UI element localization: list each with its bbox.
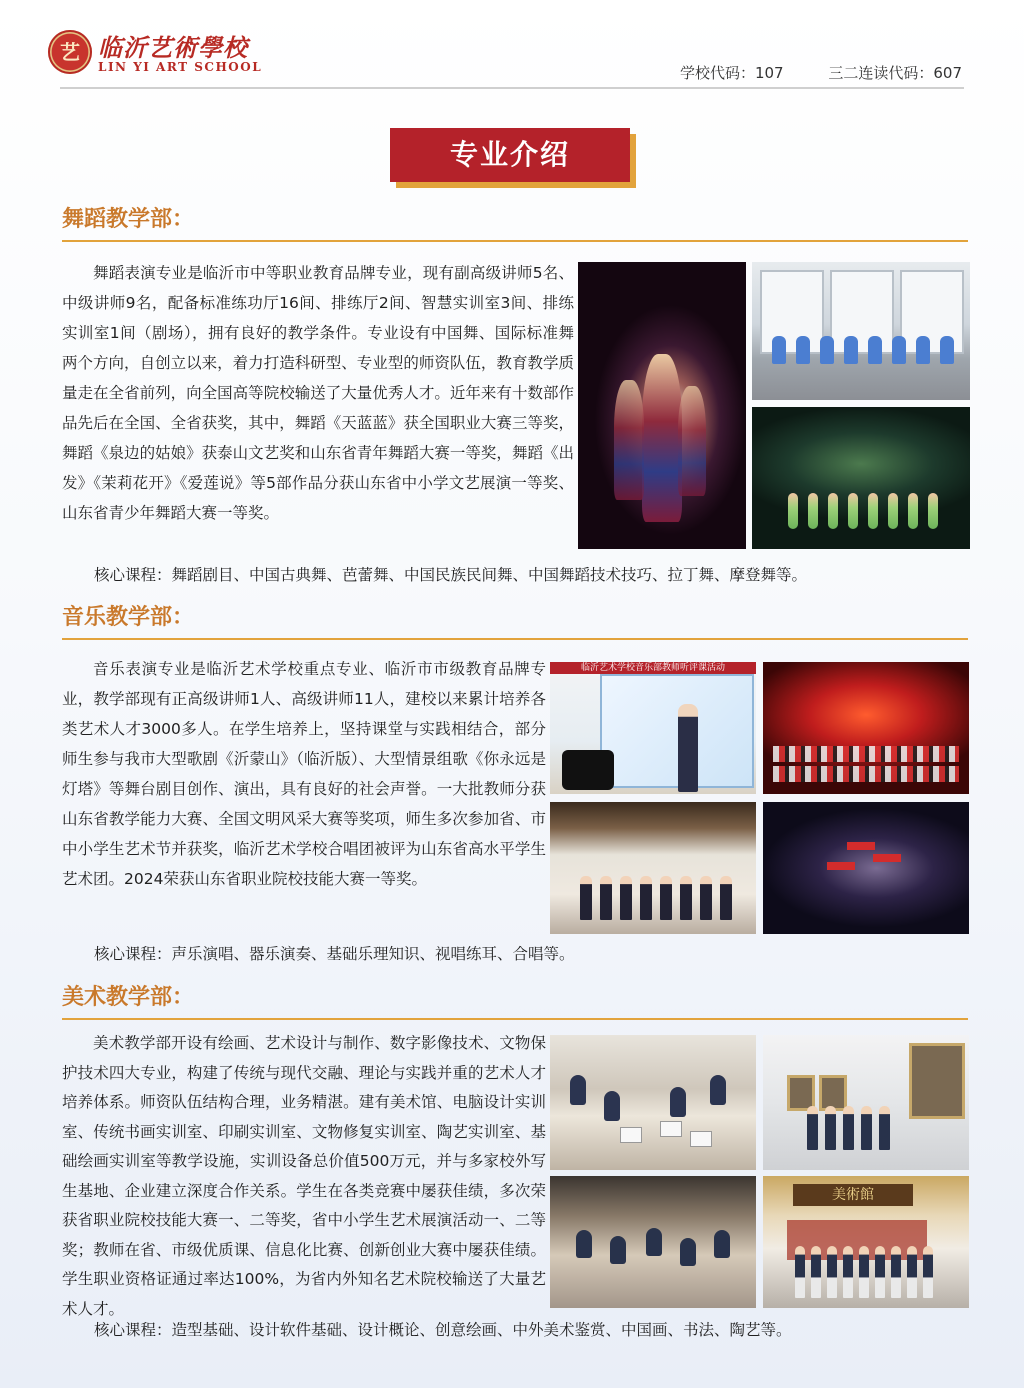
page-title: 专业介绍: [390, 128, 630, 182]
art-gallery-photo: [763, 1035, 969, 1170]
music-section-title: 音乐教学部：: [62, 604, 195, 630]
page-header: [0, 0, 1024, 92]
music-core-courses: 核心课程：声乐演唱、器乐演奏、基础乐理知识、视唱练耳、合唱等。: [94, 945, 575, 963]
dance-section-body: 舞蹈表演专业是临沂市中等职业教育品牌专业，现有副高级讲师5名、中级讲师9名，配备标准练功厅16间、排练厅2间、智慧实训室3间、排练实训室1间（剧场），拥有良好的教学条件。专业设有中国舞、国际标准舞两个方向，自创立以来，着力打造科研型、专业型的师资队伍，教育教学质量走在全省前列，向全国高等院校输送了大量优秀人才。近年来有十数部作品先后在全国、全省获奖，其中，舞蹈《天蓝蓝》获全国职业大赛三等奖，舞蹈《泉边的姑娘》获泰山文艺奖和山东省青年舞蹈大赛一等奖，舞蹈《出发》《茉莉花开》《爱莲说》等5部作品分获山东省中小学文艺展演一等奖、山东省青少年舞蹈大赛一等奖。: [62, 264, 574, 522]
music-drama-stage-photo: [763, 802, 969, 934]
school-codes: [640, 62, 962, 83]
page-title-banner: [390, 128, 630, 182]
art-museum-group-photo: [763, 1176, 969, 1308]
art-section-title: 美术教学部：: [62, 984, 195, 1010]
music-opera-stage-photo: [763, 662, 969, 794]
joint-program-code: 三二连读代码：607: [828, 64, 962, 82]
dance-core-courses: 核心课程：舞蹈剧目、中国古典舞、芭蕾舞、中国民族民间舞、中国舞蹈技术技巧、拉丁舞、摩登舞等。: [94, 566, 808, 584]
art-studio-practice-photo: [550, 1176, 756, 1308]
music-photo-caption: 临沂艺术学校音乐部教师听评课活动: [550, 662, 756, 674]
art-section-body: 美术教学部开设有绘画、艺术设计与制作、数字影像技术、文物保护技术四大专业，构建了传统与现代交融、理论与实践并重的艺术人才培养体系。师资队伍结构合理，业务精湛。建有美术馆、电脑设计实训室、传统书画实训室、印刷实训室、文物修复实训室、陶艺实训室、基础绘画实训室等教学设施，实训设备总价值500万元，并与多家校外写生基地、企业建立深度合作关系。学生在各类竞赛中屡获佳绩，多次荣获省职业院校技能大赛一、二等奖，省中小学生艺术展演活动一、二等奖；教师在省、市级优质课、信息化比赛、创新创业大赛中屡获佳绩。学生职业资格证通过率达100%，为省内外知名艺术院校输送了大量艺术人才。: [62, 1034, 546, 1318]
art-section-divider: [62, 1018, 968, 1020]
art-museum-sign: 美術館: [793, 1184, 913, 1206]
dance-section-divider: [62, 240, 968, 242]
header-divider: [60, 87, 964, 89]
school-code: 学校代码：107: [679, 64, 784, 82]
dance-section-title: 舞蹈教学部：: [62, 206, 195, 232]
dance-performance-photo: [752, 407, 970, 549]
dance-stage-photo: [578, 262, 746, 549]
music-section-divider: [62, 638, 968, 640]
music-lesson-photo: [550, 662, 756, 794]
music-choir-photo: [550, 802, 756, 934]
music-section-body: 音乐表演专业是临沂艺术学校重点专业、临沂市市级教育品牌专业，教学部现有正高级讲师1人、高级讲师11人，建校以来累计培养各类艺术人才3000多人。在学生培养上，坚持课堂与实践相结合，部分师生参与我市大型歌剧《沂蒙山》（临沂版）、大型情景组歌《你永远是灯塔》等舞台剧目创作、演出，具有良好的社会声誉。一大批教师分获山东省教学能力大赛、全国文明风采大赛等奖项，师生多次参加省、市中小学生艺术节并获奖，临沂艺术学校合唱团被评为山东省高水平学生艺术团。2024荣获山东省职业院校技能大赛一等奖。: [62, 660, 546, 888]
dance-practice-room-photo: [752, 262, 970, 400]
school-name-en: LIN YI ART SCHOOL: [98, 60, 263, 74]
art-core-courses: 核心课程：造型基础、设计软件基础、设计概论、创意绘画、中外美术鉴赏、中国画、书法、陶艺等。: [94, 1321, 792, 1339]
school-name-cn: 临沂艺術學校: [98, 33, 248, 62]
school-emblem-icon: 艺: [48, 30, 92, 74]
art-calligraphy-class-photo: [550, 1035, 756, 1170]
